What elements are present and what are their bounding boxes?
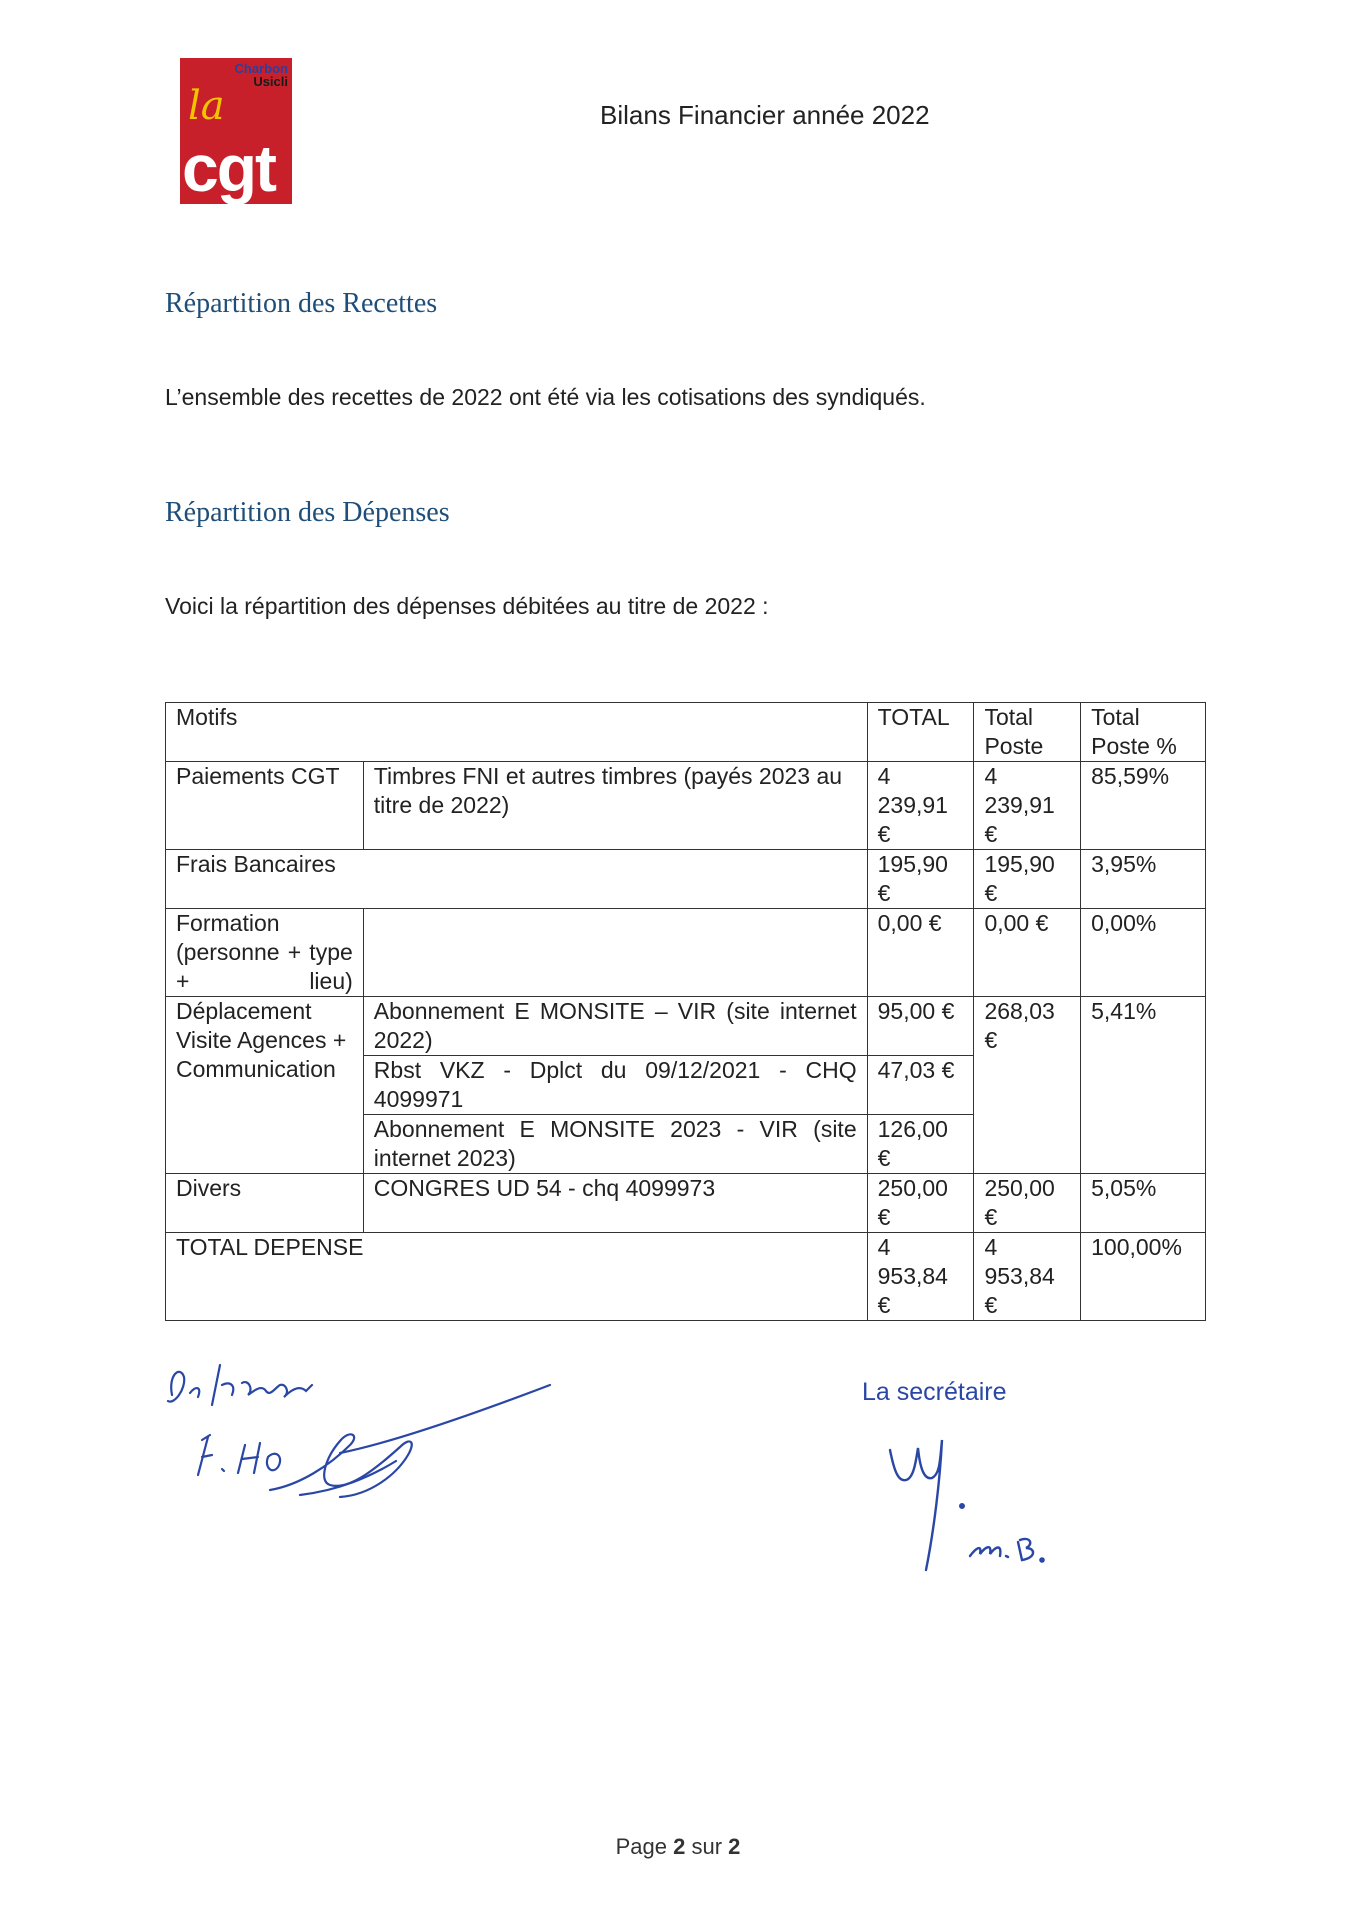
header-total-poste: Total Poste <box>974 703 1081 762</box>
logo-la: la <box>188 83 225 129</box>
pct-cell: 5,05% <box>1081 1174 1206 1233</box>
header-motifs: Motifs <box>166 703 868 762</box>
detail-cell: Abonnement E MONSITE – VIR (site internet 2022) <box>363 997 867 1056</box>
table-row <box>166 762 1206 850</box>
total-cell: 0,00 € <box>867 909 974 997</box>
secretary-label: La secrétaire <box>862 1378 1007 1406</box>
total-cell: 126,00 € <box>867 1115 974 1174</box>
cgt-logo <box>180 58 292 204</box>
header-total: TOTAL <box>867 703 974 762</box>
table-row <box>166 1174 1206 1233</box>
document-title: Bilans Financier année 2022 <box>600 100 930 130</box>
depenses-heading: Répartition des Dépenses <box>165 497 450 528</box>
motif-cell: Divers <box>166 1174 364 1233</box>
pct-cell: 3,95% <box>1081 850 1206 909</box>
pct-cell: 5,41% <box>1081 997 1206 1174</box>
total-cell: 195,90 € <box>867 850 974 909</box>
pct-cell: 100,00% <box>1081 1233 1206 1321</box>
footer-prefix: Page <box>615 1834 667 1859</box>
total-poste-cell: 195,90 € <box>974 850 1081 909</box>
motif-cell: TOTAL DEPENSE <box>166 1233 868 1321</box>
total-cell: 95,00 € <box>867 997 974 1056</box>
logo-line1: Charbon <box>234 61 288 76</box>
logo-cgt: cgt <box>182 131 275 204</box>
detail-cell: CONGRES UD 54 - chq 4099973 <box>363 1174 867 1233</box>
treasurer-signature <box>150 1345 570 1525</box>
header-total-poste-pct: Total Poste % <box>1081 703 1206 762</box>
logo-top-text <box>235 62 288 88</box>
pct-cell: 85,59% <box>1081 762 1206 850</box>
depenses-intro: Voici la répartition des dépenses débitées au titre de 2022 : <box>165 593 769 619</box>
footer-page-number: 2 <box>673 1834 686 1859</box>
table-header-row <box>166 703 1206 762</box>
secretary-signature <box>870 1420 1070 1580</box>
table-row <box>166 850 1206 909</box>
pct-cell: 0,00% <box>1081 909 1206 997</box>
logo-line2: Usicli <box>253 74 288 89</box>
total-poste-cell: 250,00 € <box>974 1174 1081 1233</box>
detail-cell-empty <box>363 909 867 997</box>
expenses-table <box>165 702 1206 1321</box>
total-poste-cell: 4 953,84 € <box>974 1233 1081 1321</box>
motif-cell: Frais Bancaires <box>166 850 868 909</box>
table-row <box>166 997 1206 1056</box>
footer-middle: sur <box>691 1834 723 1859</box>
total-poste-cell: 0,00 € <box>974 909 1081 997</box>
recettes-text: L’ensemble des recettes de 2022 ont été via les cotisations des syndiqués. <box>165 384 926 410</box>
total-cell: 47,03 € <box>867 1056 974 1115</box>
table-row <box>166 909 1206 997</box>
total-cell: 250,00 € <box>867 1174 974 1233</box>
motif-cell: Déplacement Visite Agences + Communication <box>166 997 364 1174</box>
total-cell: 4 239,91 € <box>867 762 974 850</box>
detail-cell: Timbres FNI et autres timbres (payés 2023 au titre de 2022) <box>363 762 867 850</box>
motif-cell: Formation (personne + type + lieu) <box>166 909 364 997</box>
page-footer <box>0 1834 1356 1860</box>
total-poste-cell: 268,03 € <box>974 997 1081 1174</box>
detail-cell: Abonnement E MONSITE 2023 - VIR (site internet 2023) <box>363 1115 867 1174</box>
footer-total-pages: 2 <box>728 1834 741 1859</box>
total-poste-cell: 4 239,91 € <box>974 762 1081 850</box>
table-row-total <box>166 1233 1206 1321</box>
total-cell: 4 953,84 € <box>867 1233 974 1321</box>
motif-cell: Paiements CGT <box>166 762 364 850</box>
recettes-heading: Répartition des Recettes <box>165 288 438 319</box>
detail-cell: Rbst VKZ - Dplct du 09/12/2021 - CHQ 4099971 <box>363 1056 867 1115</box>
